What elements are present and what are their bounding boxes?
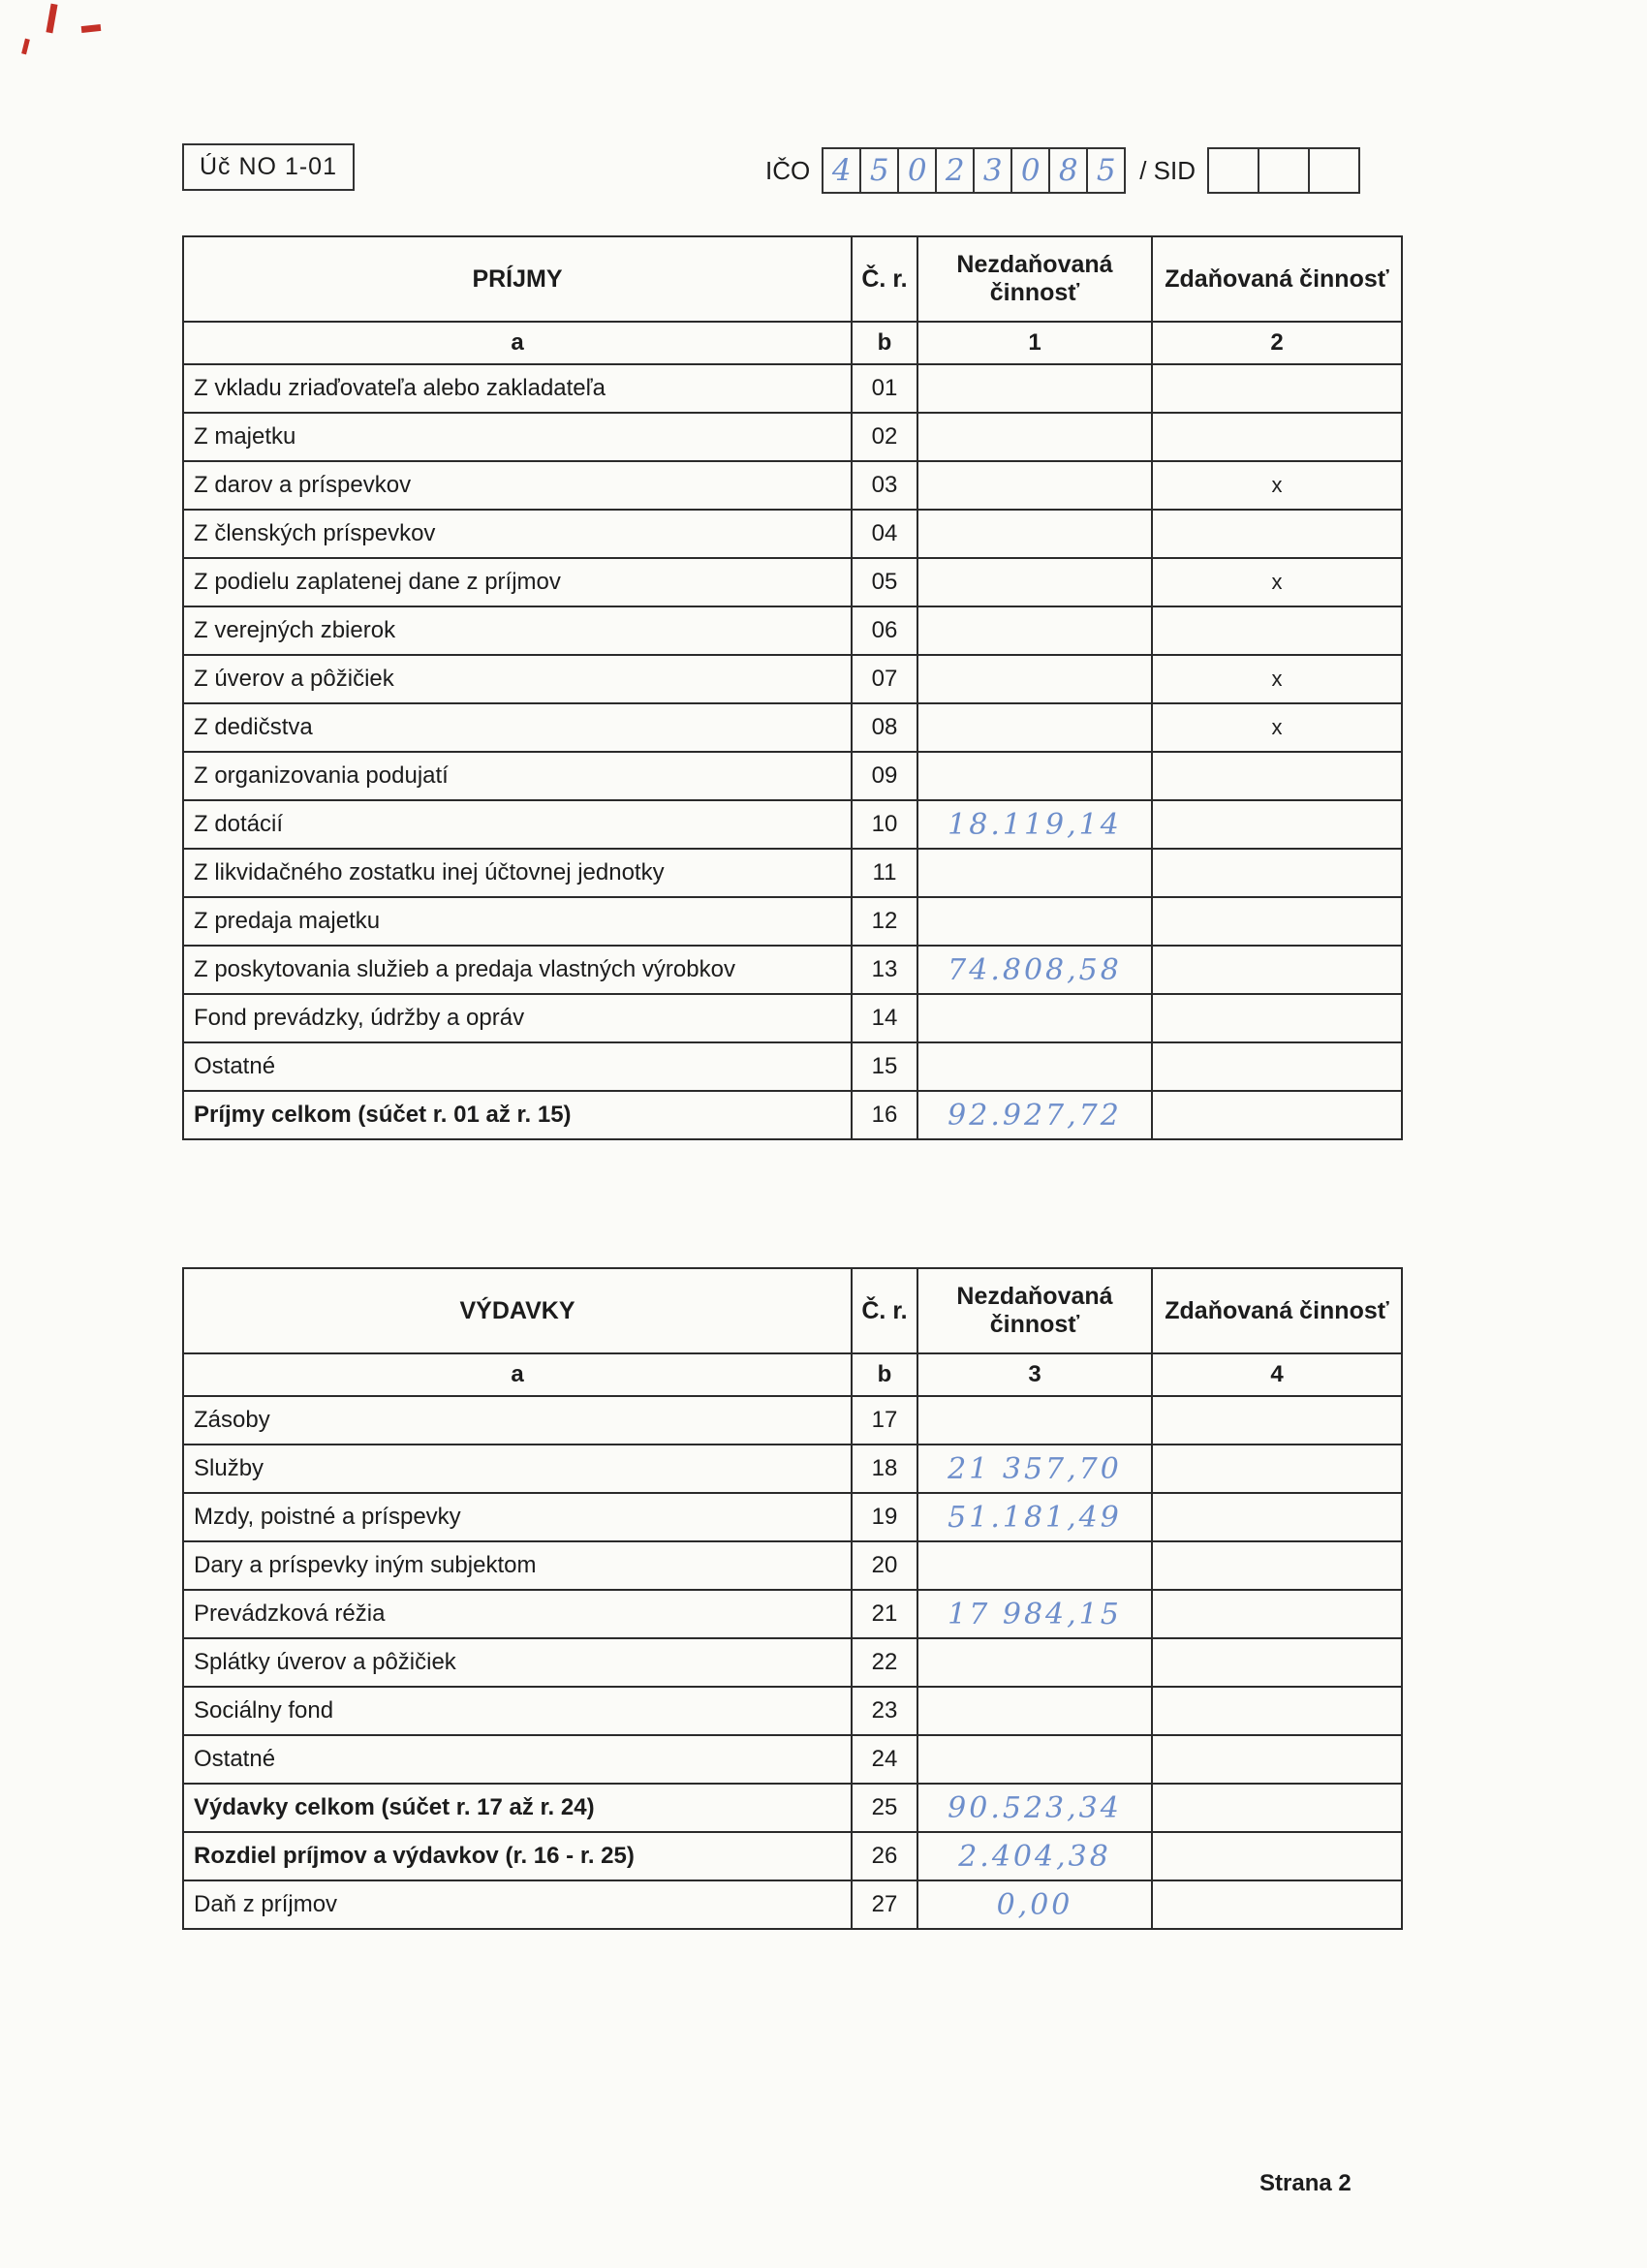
row-number: 22 bbox=[852, 1638, 917, 1687]
row-label: Prevádzková réžia bbox=[183, 1590, 852, 1638]
table-row bbox=[183, 994, 1402, 1042]
row-number: 07 bbox=[852, 655, 917, 703]
ico-digit-cell: 0 bbox=[897, 147, 937, 194]
table-row bbox=[183, 1880, 1402, 1929]
value-nontaxed bbox=[917, 558, 1152, 606]
value-taxed bbox=[1152, 849, 1402, 897]
row-number: 09 bbox=[852, 752, 917, 800]
value-nontaxed bbox=[917, 364, 1152, 413]
form-code: Úč NO 1-01 bbox=[182, 143, 355, 191]
table-row bbox=[183, 752, 1402, 800]
value-taxed bbox=[1152, 1832, 1402, 1880]
row-number: 05 bbox=[852, 558, 917, 606]
ico-digit-cell: 0 bbox=[1010, 147, 1050, 194]
sid-label: / SID bbox=[1139, 155, 1196, 185]
page-number: Strana 2 bbox=[1259, 2170, 1352, 2196]
row-label: Výdavky celkom (súčet r. 17 až r. 24) bbox=[183, 1784, 852, 1832]
value-taxed bbox=[1152, 994, 1402, 1042]
table-row bbox=[183, 413, 1402, 461]
table-row bbox=[183, 510, 1402, 558]
income-col2-header: Zdaňovaná činnosť bbox=[1152, 236, 1402, 322]
row-number: 02 bbox=[852, 413, 917, 461]
value-taxed bbox=[1152, 1493, 1402, 1541]
table-row bbox=[183, 461, 1402, 510]
row-label: Príjmy celkom (súčet r. 01 až r. 15) bbox=[183, 1091, 852, 1139]
value-taxed bbox=[1152, 606, 1402, 655]
table-row bbox=[183, 1541, 1402, 1590]
value-taxed bbox=[1152, 510, 1402, 558]
row-label: Z podielu zaplatenej dane z príjmov bbox=[183, 558, 852, 606]
row-number: 14 bbox=[852, 994, 917, 1042]
row-number: 26 bbox=[852, 1832, 917, 1880]
row-number: 25 bbox=[852, 1784, 917, 1832]
table-row bbox=[183, 800, 1402, 849]
income-title: PRÍJMY bbox=[183, 236, 852, 322]
table-row bbox=[183, 1445, 1402, 1493]
row-label: Z dotácií bbox=[183, 800, 852, 849]
table-row bbox=[183, 1091, 1402, 1139]
income-subheader-row bbox=[183, 322, 1402, 364]
row-label: Splátky úverov a pôžičiek bbox=[183, 1638, 852, 1687]
value-nontaxed bbox=[917, 897, 1152, 946]
row-label: Z darov a príspevkov bbox=[183, 461, 852, 510]
value-nontaxed: 74.808,58 bbox=[917, 946, 1152, 994]
income-col1-header: Nezdaňovaná činnosť bbox=[917, 236, 1152, 322]
row-label: Služby bbox=[183, 1445, 852, 1493]
row-label: Z organizovania podujatí bbox=[183, 752, 852, 800]
row-number: 16 bbox=[852, 1091, 917, 1139]
row-label: Zásoby bbox=[183, 1396, 852, 1445]
value-nontaxed bbox=[917, 510, 1152, 558]
table-row bbox=[183, 946, 1402, 994]
table-row bbox=[183, 655, 1402, 703]
row-number: 18 bbox=[852, 1445, 917, 1493]
subheader-a: a bbox=[183, 322, 852, 364]
value-nontaxed bbox=[917, 606, 1152, 655]
value-taxed bbox=[1152, 1784, 1402, 1832]
row-label: Z majetku bbox=[183, 413, 852, 461]
expense-col1-header: Nezdaňovaná činnosť bbox=[917, 1268, 1152, 1353]
row-label: Z úverov a pôžičiek bbox=[183, 655, 852, 703]
row-label: Z likvidačného zostatku inej účtovnej jednotky bbox=[183, 849, 852, 897]
scan-artifact bbox=[46, 4, 57, 34]
row-number: 06 bbox=[852, 606, 917, 655]
ico-digit-cell: 5 bbox=[859, 147, 899, 194]
value-nontaxed bbox=[917, 461, 1152, 510]
subheader-3: 3 bbox=[917, 1353, 1152, 1396]
value-nontaxed: 0,00 bbox=[917, 1880, 1152, 1929]
row-label: Rozdiel príjmov a výdavkov (r. 16 - r. 25) bbox=[183, 1832, 852, 1880]
value-taxed bbox=[1152, 1687, 1402, 1735]
scan-artifact bbox=[81, 24, 102, 33]
value-taxed bbox=[1152, 364, 1402, 413]
expense-col2-header: Zdaňovaná činnosť bbox=[1152, 1268, 1402, 1353]
sid-digit-boxes bbox=[1209, 147, 1360, 194]
value-taxed: x bbox=[1152, 558, 1402, 606]
subheader-2: 2 bbox=[1152, 322, 1402, 364]
value-nontaxed bbox=[917, 752, 1152, 800]
value-taxed bbox=[1152, 800, 1402, 849]
expense-cr-header: Č. r. bbox=[852, 1268, 917, 1353]
value-taxed bbox=[1152, 897, 1402, 946]
expense-title: VÝDAVKY bbox=[183, 1268, 852, 1353]
row-label: Mzdy, poistné a príspevky bbox=[183, 1493, 852, 1541]
value-taxed bbox=[1152, 1880, 1402, 1929]
value-taxed bbox=[1152, 413, 1402, 461]
value-nontaxed: 2.404,38 bbox=[917, 1832, 1152, 1880]
table-row bbox=[183, 1832, 1402, 1880]
row-label: Z dedičstva bbox=[183, 703, 852, 752]
row-number: 13 bbox=[852, 946, 917, 994]
row-label: Dary a príspevky iným subjektom bbox=[183, 1541, 852, 1590]
value-taxed bbox=[1152, 752, 1402, 800]
row-number: 04 bbox=[852, 510, 917, 558]
value-nontaxed bbox=[917, 1687, 1152, 1735]
subheader-1: 1 bbox=[917, 322, 1152, 364]
row-number: 27 bbox=[852, 1880, 917, 1929]
value-nontaxed bbox=[917, 1735, 1152, 1784]
row-label: Daň z príjmov bbox=[183, 1880, 852, 1929]
value-taxed bbox=[1152, 946, 1402, 994]
table-row bbox=[183, 1493, 1402, 1541]
sid-digit-cell bbox=[1308, 147, 1360, 194]
table-row bbox=[183, 1735, 1402, 1784]
value-taxed bbox=[1152, 1638, 1402, 1687]
row-label: Z členských príspevkov bbox=[183, 510, 852, 558]
value-taxed bbox=[1152, 1042, 1402, 1091]
income-header-row bbox=[183, 236, 1402, 322]
table-row bbox=[183, 606, 1402, 655]
value-nontaxed bbox=[917, 994, 1152, 1042]
value-nontaxed: 51.181,49 bbox=[917, 1493, 1152, 1541]
value-taxed bbox=[1152, 1396, 1402, 1445]
table-row bbox=[183, 364, 1402, 413]
subheader-4: 4 bbox=[1152, 1353, 1402, 1396]
income-cr-header: Č. r. bbox=[852, 236, 917, 322]
table-row bbox=[183, 1784, 1402, 1832]
ico-digit-boxes bbox=[824, 147, 1126, 194]
value-nontaxed bbox=[917, 1541, 1152, 1590]
table-row bbox=[183, 558, 1402, 606]
subheader-b: b bbox=[852, 322, 917, 364]
ico-label: IČO bbox=[765, 155, 811, 185]
row-label: Ostatné bbox=[183, 1042, 852, 1091]
sid-digit-cell bbox=[1207, 147, 1259, 194]
subheader-a: a bbox=[183, 1353, 852, 1396]
row-number: 03 bbox=[852, 461, 917, 510]
row-number: 12 bbox=[852, 897, 917, 946]
expense-subheader-row bbox=[183, 1353, 1402, 1396]
row-number: 01 bbox=[852, 364, 917, 413]
scan-artifact bbox=[21, 39, 30, 55]
value-nontaxed: 92.927,72 bbox=[917, 1091, 1152, 1139]
row-label: Ostatné bbox=[183, 1735, 852, 1784]
value-nontaxed bbox=[917, 1638, 1152, 1687]
value-taxed bbox=[1152, 1735, 1402, 1784]
expense-table bbox=[182, 1267, 1403, 1930]
row-number: 24 bbox=[852, 1735, 917, 1784]
table-row bbox=[183, 1687, 1402, 1735]
table-row bbox=[183, 1590, 1402, 1638]
value-nontaxed bbox=[917, 1042, 1152, 1091]
table-row bbox=[183, 849, 1402, 897]
value-nontaxed: 17 984,15 bbox=[917, 1590, 1152, 1638]
ico-digit-cell: 3 bbox=[973, 147, 1012, 194]
table-row bbox=[183, 1042, 1402, 1091]
value-nontaxed: 18.119,14 bbox=[917, 800, 1152, 849]
table-row bbox=[183, 1396, 1402, 1445]
row-label: Z vkladu zriaďovateľa alebo zakladateľa bbox=[183, 364, 852, 413]
row-number: 23 bbox=[852, 1687, 917, 1735]
income-table bbox=[182, 235, 1403, 1140]
row-number: 10 bbox=[852, 800, 917, 849]
table-row bbox=[183, 703, 1402, 752]
row-label: Fond prevádzky, údržby a opráv bbox=[183, 994, 852, 1042]
value-nontaxed bbox=[917, 703, 1152, 752]
value-taxed: x bbox=[1152, 703, 1402, 752]
ico-sid-row bbox=[765, 147, 1360, 194]
value-taxed bbox=[1152, 1541, 1402, 1590]
row-number: 19 bbox=[852, 1493, 917, 1541]
value-taxed: x bbox=[1152, 461, 1402, 510]
row-number: 17 bbox=[852, 1396, 917, 1445]
ico-digit-cell: 2 bbox=[935, 147, 975, 194]
value-taxed bbox=[1152, 1445, 1402, 1493]
value-nontaxed bbox=[917, 849, 1152, 897]
value-taxed: x bbox=[1152, 655, 1402, 703]
row-number: 20 bbox=[852, 1541, 917, 1590]
row-label: Sociálny fond bbox=[183, 1687, 852, 1735]
value-taxed bbox=[1152, 1091, 1402, 1139]
value-nontaxed: 90.523,34 bbox=[917, 1784, 1152, 1832]
value-nontaxed bbox=[917, 1396, 1152, 1445]
ico-digit-cell: 4 bbox=[822, 147, 861, 194]
ico-digit-cell: 8 bbox=[1048, 147, 1088, 194]
value-nontaxed bbox=[917, 413, 1152, 461]
value-nontaxed: 21 357,70 bbox=[917, 1445, 1152, 1493]
ico-digit-cell: 5 bbox=[1086, 147, 1126, 194]
row-number: 21 bbox=[852, 1590, 917, 1638]
row-label: Z poskytovania služieb a predaja vlastných výrobkov bbox=[183, 946, 852, 994]
table-row bbox=[183, 897, 1402, 946]
row-label: Z predaja majetku bbox=[183, 897, 852, 946]
sid-digit-cell bbox=[1258, 147, 1310, 194]
row-number: 15 bbox=[852, 1042, 917, 1091]
row-number: 11 bbox=[852, 849, 917, 897]
value-nontaxed bbox=[917, 655, 1152, 703]
subheader-b: b bbox=[852, 1353, 917, 1396]
table-row bbox=[183, 1638, 1402, 1687]
value-taxed bbox=[1152, 1590, 1402, 1638]
row-label: Z verejných zbierok bbox=[183, 606, 852, 655]
row-number: 08 bbox=[852, 703, 917, 752]
expense-header-row bbox=[183, 1268, 1402, 1353]
